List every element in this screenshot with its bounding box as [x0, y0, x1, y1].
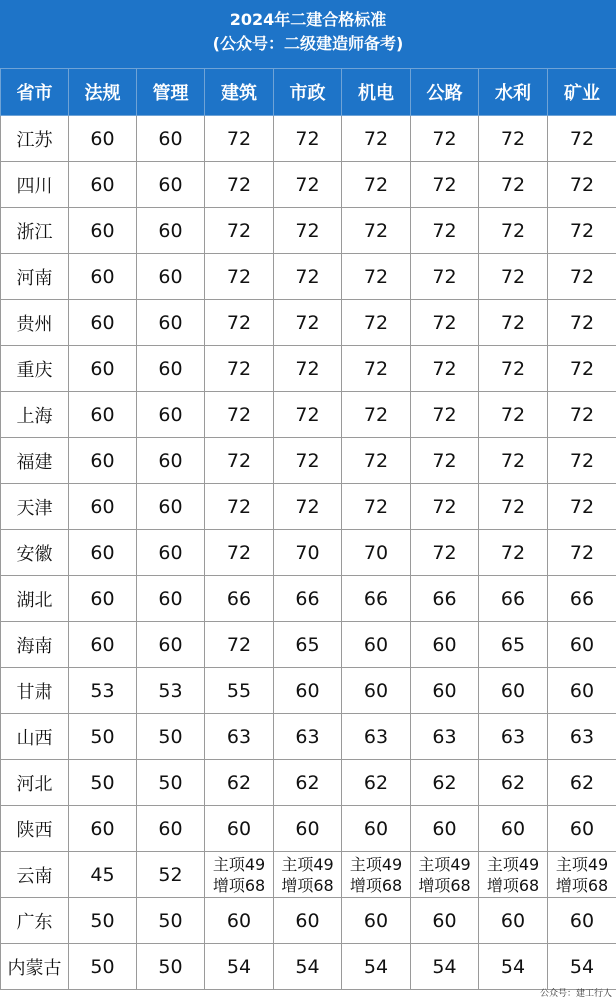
- province-cell: 河南: [1, 254, 69, 300]
- score-cell: 72: [205, 622, 274, 668]
- score-cell: 63: [411, 714, 479, 760]
- score-cell: 60: [69, 254, 137, 300]
- score-cell: 60: [205, 898, 274, 944]
- score-cell: 60: [137, 392, 205, 438]
- score-cell: 66: [479, 576, 548, 622]
- score-cell: 60: [137, 622, 205, 668]
- table-row: [1, 162, 616, 208]
- score-cell: 62: [411, 760, 479, 806]
- score-cell: 72: [479, 484, 548, 530]
- table-body: [1, 116, 616, 990]
- score-cell: 54: [205, 944, 274, 990]
- score-cell: 72: [205, 530, 274, 576]
- column-header: 水利: [479, 69, 548, 116]
- score-cell: 72: [274, 438, 342, 484]
- score-cell: 72: [342, 438, 411, 484]
- score-cell: 72: [479, 392, 548, 438]
- column-header: 法规: [69, 69, 137, 116]
- score-cell: 72: [342, 254, 411, 300]
- score-cell: 72: [479, 346, 548, 392]
- score-cell: 72: [205, 392, 274, 438]
- score-cell: 60: [342, 668, 411, 714]
- score-cell: 63: [342, 714, 411, 760]
- column-header: 管理: [137, 69, 205, 116]
- province-cell: 山西: [1, 714, 69, 760]
- score-cell: 63: [548, 714, 616, 760]
- table-row: [1, 806, 616, 852]
- table-row: [1, 714, 616, 760]
- score-cell: 50: [69, 714, 137, 760]
- score-cell: 72: [205, 300, 274, 346]
- score-cell: 70: [342, 530, 411, 576]
- table-header-row: [1, 69, 616, 116]
- table-row: [1, 668, 616, 714]
- score-cell: 60: [69, 484, 137, 530]
- score-line: 增项68: [349, 875, 403, 895]
- score-cell: 72: [548, 254, 616, 300]
- province-cell: 甘肃: [1, 668, 69, 714]
- score-cell: 72: [548, 346, 616, 392]
- score-cell: 62: [205, 760, 274, 806]
- score-cell: 72: [342, 300, 411, 346]
- score-line: 增项68: [555, 875, 609, 895]
- score-cell: 72: [342, 208, 411, 254]
- score-line: 主项49: [418, 854, 471, 874]
- score-cell: 72: [548, 392, 616, 438]
- score-cell: 53: [137, 668, 205, 714]
- table-row: [1, 576, 616, 622]
- score-cell: 72: [411, 162, 479, 208]
- score-cell: 60: [137, 806, 205, 852]
- score-cell: 60: [137, 162, 205, 208]
- province-cell: 重庆: [1, 346, 69, 392]
- table-row: [1, 944, 616, 990]
- score-cell: 72: [548, 438, 616, 484]
- score-cell: 60: [411, 806, 479, 852]
- score-cell: 60: [479, 806, 548, 852]
- score-cell: 72: [479, 208, 548, 254]
- column-header: 机电: [342, 69, 411, 116]
- score-cell: 54: [411, 944, 479, 990]
- score-cell: [274, 852, 342, 898]
- column-header: 省市: [1, 69, 69, 116]
- score-cell: 72: [205, 484, 274, 530]
- score-cell: 72: [205, 346, 274, 392]
- table-row: [1, 116, 616, 162]
- score-cell: 72: [548, 162, 616, 208]
- score-cell: 54: [548, 944, 616, 990]
- score-cell: 72: [274, 162, 342, 208]
- score-line: 主项49: [486, 854, 540, 874]
- table-row: [1, 254, 616, 300]
- score-cell: 72: [411, 438, 479, 484]
- column-header: 市政: [274, 69, 342, 116]
- score-cell: 66: [548, 576, 616, 622]
- title-banner: [0, 0, 616, 68]
- score-cell: [548, 852, 616, 898]
- table-row: [1, 438, 616, 484]
- score-cell: 50: [69, 898, 137, 944]
- score-cell: 60: [69, 576, 137, 622]
- score-cell: [342, 852, 411, 898]
- province-cell: 福建: [1, 438, 69, 484]
- score-cell: [411, 852, 479, 898]
- score-cell: [205, 852, 274, 898]
- province-cell: 云南: [1, 852, 69, 898]
- province-cell: 陕西: [1, 806, 69, 852]
- column-header: 建筑: [205, 69, 274, 116]
- score-cell: 72: [479, 254, 548, 300]
- score-cell: 60: [69, 162, 137, 208]
- score-cell: 72: [342, 162, 411, 208]
- province-cell: 浙江: [1, 208, 69, 254]
- score-cell: 60: [411, 622, 479, 668]
- score-cell: 70: [274, 530, 342, 576]
- score-cell: 72: [411, 208, 479, 254]
- province-cell: 贵州: [1, 300, 69, 346]
- score-cell: 60: [69, 392, 137, 438]
- score-cell: 52: [137, 852, 205, 898]
- score-cell: 50: [69, 760, 137, 806]
- score-cell: 65: [274, 622, 342, 668]
- score-cell: 66: [274, 576, 342, 622]
- province-cell: 内蒙古: [1, 944, 69, 990]
- score-cell: 72: [479, 530, 548, 576]
- score-cell: 60: [69, 530, 137, 576]
- score-cell: 72: [205, 162, 274, 208]
- score-cell: 63: [479, 714, 548, 760]
- province-cell: 广东: [1, 898, 69, 944]
- score-cell: 60: [411, 668, 479, 714]
- page-title: 2024年二建合格标准: [229, 10, 387, 29]
- score-cell: 50: [137, 944, 205, 990]
- province-cell: 四川: [1, 162, 69, 208]
- score-cell: 54: [479, 944, 548, 990]
- footer-source: 公众号：建工行人: [539, 989, 612, 999]
- score-line: 主项49: [281, 854, 334, 874]
- score-cell: 63: [274, 714, 342, 760]
- score-cell: 72: [548, 208, 616, 254]
- score-cell: 72: [411, 484, 479, 530]
- province-cell: 江苏: [1, 116, 69, 162]
- score-cell: [479, 852, 548, 898]
- table-row: [1, 530, 616, 576]
- score-cell: 60: [69, 622, 137, 668]
- score-cell: 60: [69, 346, 137, 392]
- score-cell: 60: [205, 806, 274, 852]
- score-cell: 72: [342, 346, 411, 392]
- score-line: 主项49: [555, 854, 609, 874]
- score-cell: 72: [411, 392, 479, 438]
- score-cell: 72: [342, 484, 411, 530]
- score-cell: 72: [205, 254, 274, 300]
- score-cell: 65: [479, 622, 548, 668]
- score-cell: 62: [479, 760, 548, 806]
- score-cell: 60: [548, 806, 616, 852]
- table-row: [1, 898, 616, 944]
- score-cell: 72: [479, 300, 548, 346]
- table-row: [1, 346, 616, 392]
- score-line: 增项68: [486, 875, 540, 895]
- score-cell: 72: [205, 116, 274, 162]
- score-cell: 72: [411, 530, 479, 576]
- score-cell: 72: [411, 116, 479, 162]
- province-cell: 安徽: [1, 530, 69, 576]
- score-cell: 62: [548, 760, 616, 806]
- score-cell: 72: [274, 254, 342, 300]
- score-cell: 72: [411, 254, 479, 300]
- score-cell: 54: [342, 944, 411, 990]
- score-cell: 60: [69, 438, 137, 484]
- score-cell: 53: [69, 668, 137, 714]
- score-line: 主项49: [212, 854, 266, 874]
- score-cell: 62: [274, 760, 342, 806]
- score-cell: 60: [137, 346, 205, 392]
- score-cell: 72: [479, 438, 548, 484]
- column-header: 矿业: [548, 69, 616, 116]
- score-cell: 60: [69, 300, 137, 346]
- score-cell: 60: [137, 254, 205, 300]
- score-cell: 72: [342, 392, 411, 438]
- table-row: [1, 484, 616, 530]
- score-cell: 60: [137, 116, 205, 162]
- score-line: 增项68: [212, 875, 266, 895]
- score-cell: 60: [548, 622, 616, 668]
- score-cell: 60: [137, 530, 205, 576]
- score-cell: 60: [137, 438, 205, 484]
- score-cell: 60: [137, 300, 205, 346]
- score-cell: 60: [479, 668, 548, 714]
- score-cell: 60: [274, 806, 342, 852]
- score-cell: 72: [548, 116, 616, 162]
- score-cell: 66: [411, 576, 479, 622]
- score-cell: 60: [411, 898, 479, 944]
- column-header: 公路: [411, 69, 479, 116]
- score-cell: 72: [411, 300, 479, 346]
- score-cell: 60: [69, 208, 137, 254]
- page-subtitle: (公众号：二级建造师备考): [212, 34, 404, 53]
- score-cell: 62: [342, 760, 411, 806]
- score-cell: 72: [274, 392, 342, 438]
- score-cell: 50: [69, 944, 137, 990]
- score-cell: 50: [137, 898, 205, 944]
- score-cell: 60: [274, 668, 342, 714]
- score-cell: 72: [274, 300, 342, 346]
- score-cell: 60: [69, 806, 137, 852]
- score-cell: 55: [205, 668, 274, 714]
- score-line: 增项68: [281, 875, 334, 895]
- score-cell: 60: [137, 576, 205, 622]
- score-cell: 60: [342, 898, 411, 944]
- table-row: [1, 392, 616, 438]
- score-cell: 72: [274, 346, 342, 392]
- score-cell: 50: [137, 714, 205, 760]
- table-row: [1, 208, 616, 254]
- table-row: [1, 622, 616, 668]
- score-line: 增项68: [418, 875, 471, 895]
- score-cell: 72: [548, 484, 616, 530]
- score-cell: 60: [548, 668, 616, 714]
- score-cell: 54: [274, 944, 342, 990]
- score-cell: 60: [69, 116, 137, 162]
- score-cell: 72: [479, 116, 548, 162]
- score-cell: 66: [342, 576, 411, 622]
- score-cell: 60: [137, 484, 205, 530]
- score-cell: 45: [69, 852, 137, 898]
- score-cell: 60: [137, 208, 205, 254]
- score-cell: 72: [548, 530, 616, 576]
- province-cell: 河北: [1, 760, 69, 806]
- score-cell: 60: [548, 898, 616, 944]
- score-cell: 60: [342, 622, 411, 668]
- table-row: [1, 300, 616, 346]
- table-row: [1, 852, 616, 898]
- province-cell: 海南: [1, 622, 69, 668]
- score-cell: 60: [342, 806, 411, 852]
- score-cell: 72: [274, 208, 342, 254]
- score-cell: 72: [411, 346, 479, 392]
- score-cell: 60: [274, 898, 342, 944]
- score-cell: 72: [342, 116, 411, 162]
- province-cell: 天津: [1, 484, 69, 530]
- score-cell: 72: [548, 300, 616, 346]
- score-cell: 72: [274, 484, 342, 530]
- table-row: [1, 760, 616, 806]
- province-cell: 上海: [1, 392, 69, 438]
- score-cell: 72: [205, 438, 274, 484]
- score-cell: 66: [205, 576, 274, 622]
- province-cell: 湖北: [1, 576, 69, 622]
- score-cell: 60: [479, 898, 548, 944]
- score-cell: 72: [205, 208, 274, 254]
- score-cell: 72: [274, 116, 342, 162]
- score-cell: 72: [479, 162, 548, 208]
- score-cell: 63: [205, 714, 274, 760]
- score-table: [0, 68, 616, 990]
- score-cell: 50: [137, 760, 205, 806]
- score-line: 主项49: [349, 854, 403, 874]
